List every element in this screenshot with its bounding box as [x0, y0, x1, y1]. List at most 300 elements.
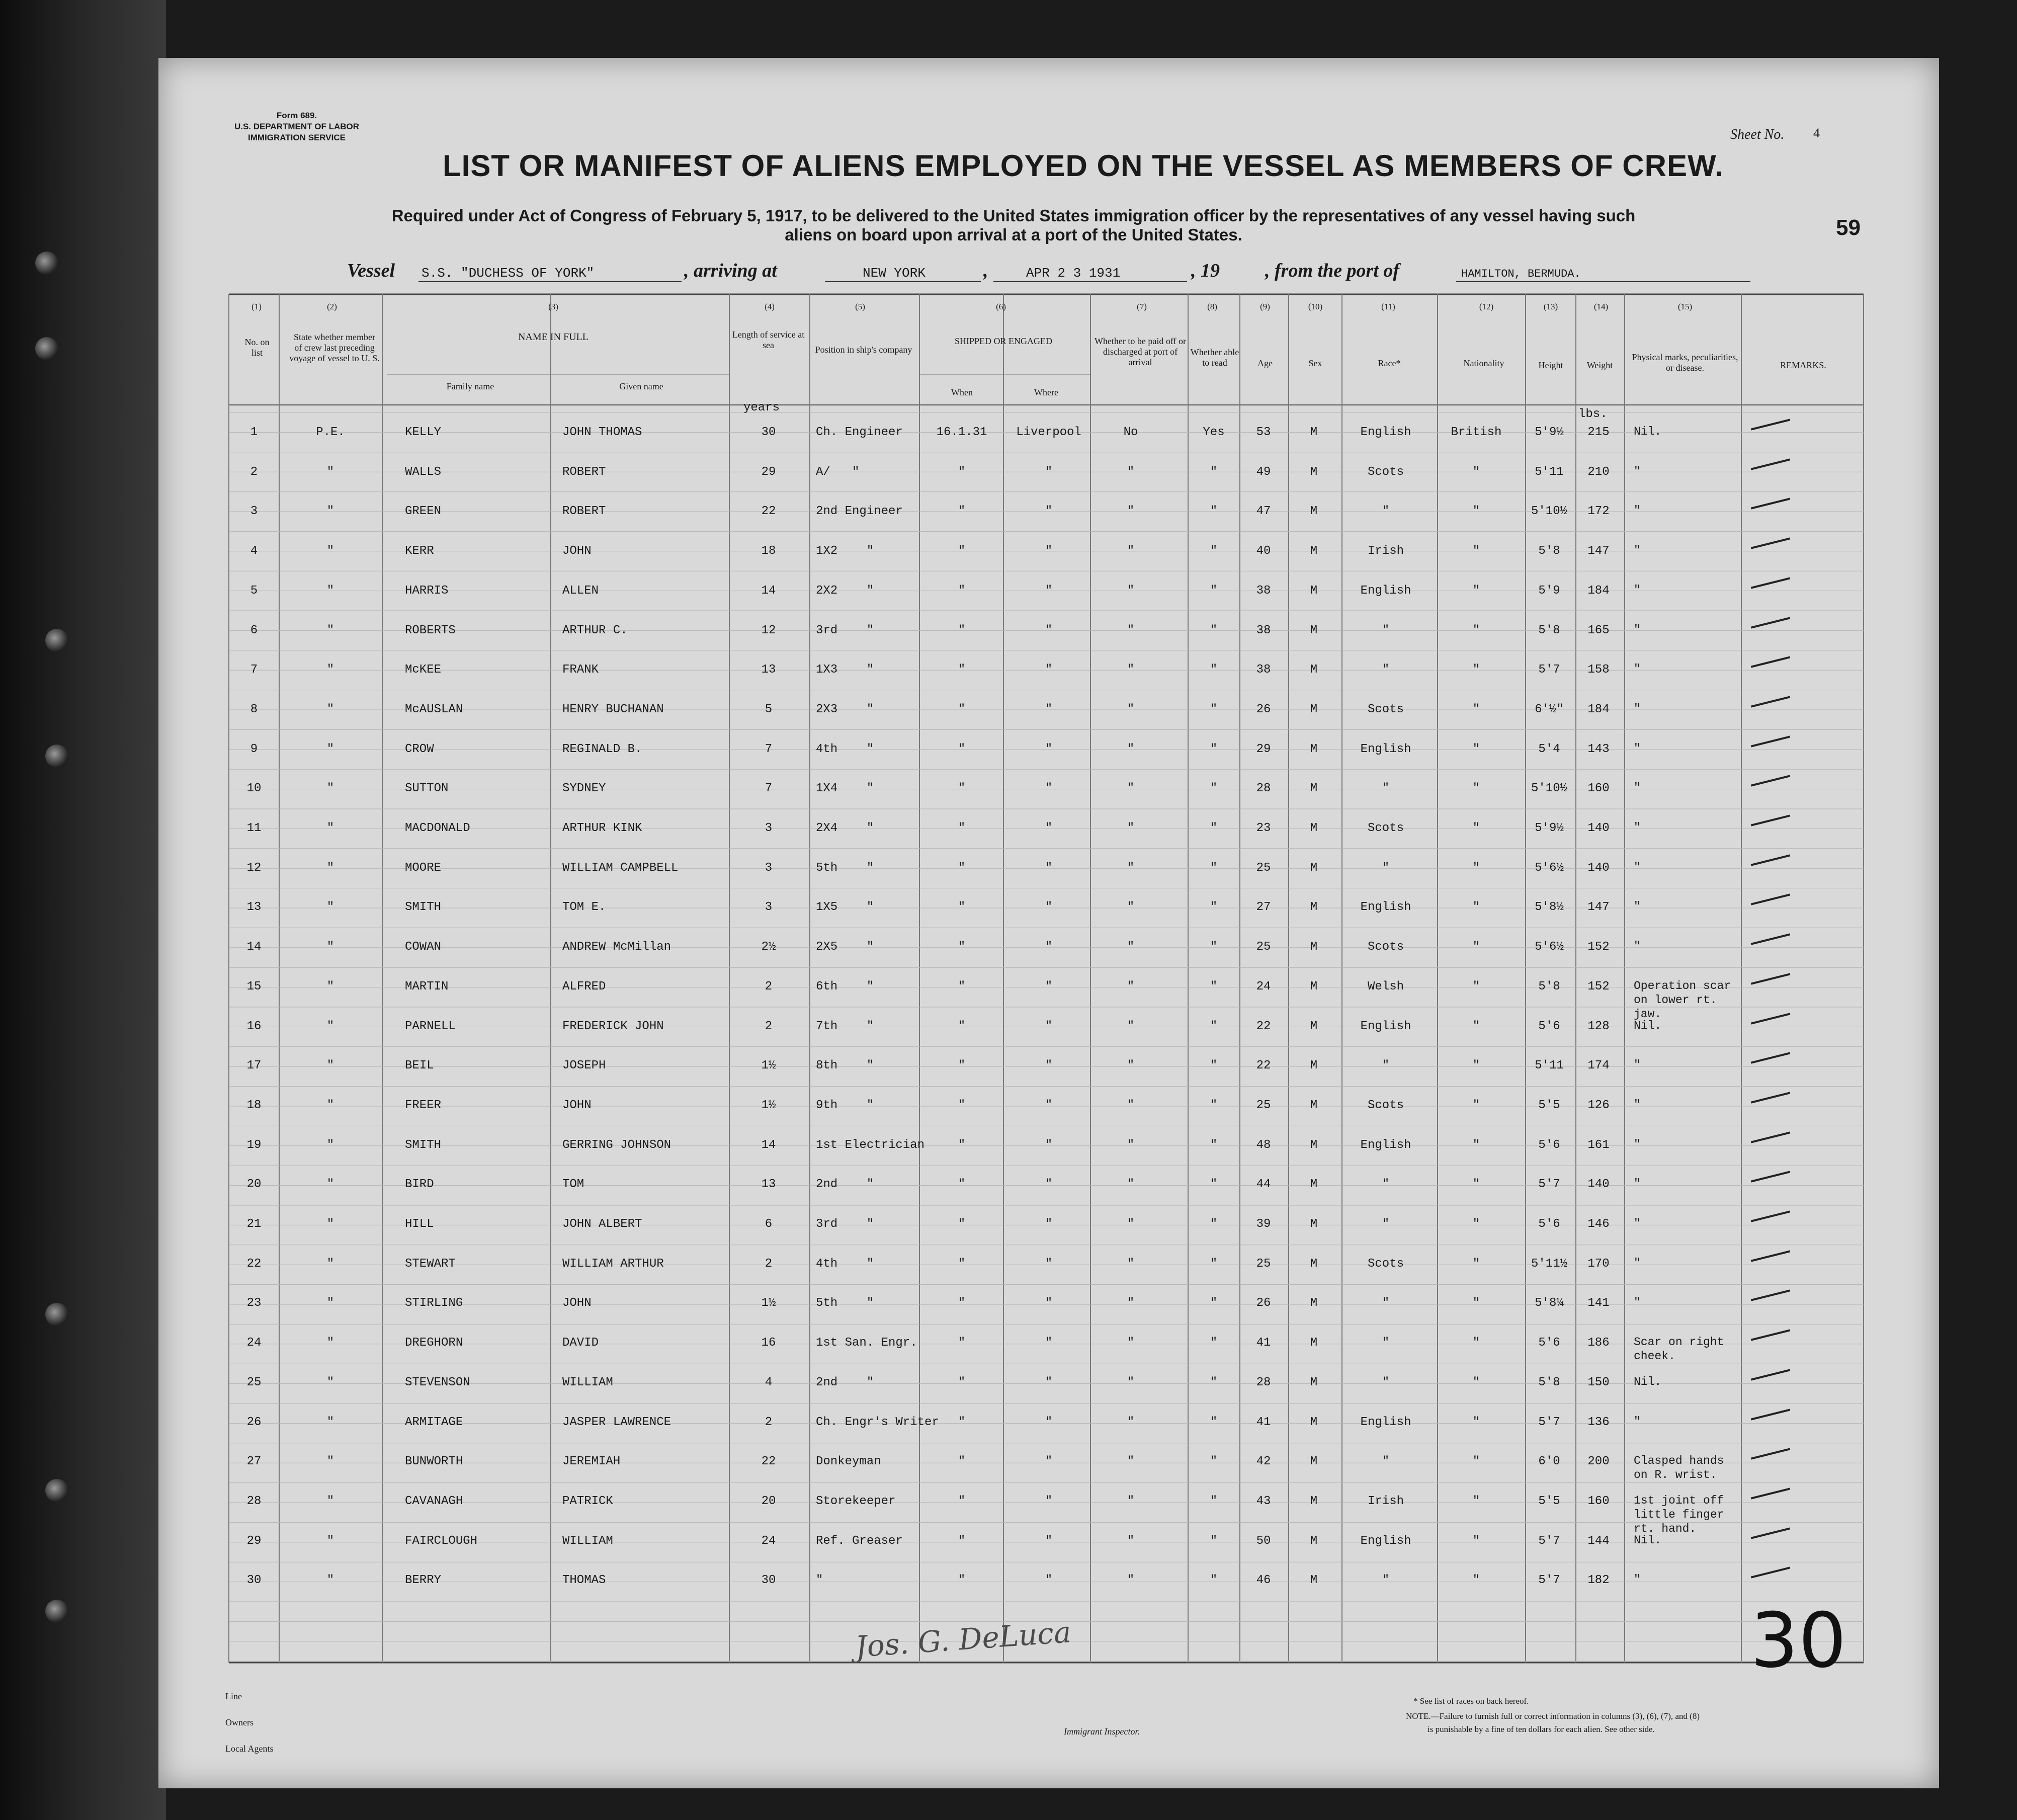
- row-weight: 140: [1587, 821, 1610, 835]
- row-length: 24: [761, 1534, 776, 1548]
- row-paid-off: ": [1127, 584, 1135, 598]
- row-length: 3: [765, 900, 773, 915]
- row-sex: M: [1310, 663, 1318, 677]
- row-when: ": [958, 1574, 966, 1588]
- row-where: ": [1045, 663, 1053, 677]
- row-when: ": [958, 940, 966, 954]
- row-family-name: STEVENSON: [405, 1375, 470, 1389]
- row-state: ": [326, 1534, 334, 1548]
- row-state: ": [326, 1217, 334, 1231]
- row-state: ": [326, 1019, 334, 1033]
- row-weight: 144: [1587, 1534, 1610, 1548]
- row-position: 5th ": [816, 861, 874, 875]
- row-state: ": [326, 1494, 334, 1508]
- row-paid-off: ": [1127, 742, 1135, 756]
- row-height: 5'7: [1538, 1415, 1560, 1429]
- row-paid-off: ": [1127, 1296, 1135, 1310]
- row-age: 38: [1256, 623, 1271, 637]
- row-sex: M: [1310, 426, 1318, 439]
- row-weight: 160: [1587, 1494, 1610, 1508]
- row-able-read: ": [1210, 742, 1218, 756]
- row-state: ": [326, 1375, 334, 1389]
- row-given-name: JOSEPH: [562, 1059, 606, 1073]
- row-nationality: ": [1472, 979, 1480, 994]
- row-nationality: ": [1472, 1059, 1480, 1073]
- row-weight: 140: [1587, 1178, 1610, 1192]
- row-sex: M: [1310, 1138, 1318, 1152]
- row-when: ": [958, 663, 966, 677]
- row-age: 39: [1256, 1217, 1271, 1231]
- row-state: ": [326, 861, 334, 875]
- row-state: P.E.: [316, 426, 345, 439]
- row-race: English: [1360, 742, 1411, 756]
- colnum-14: (14): [1593, 302, 1609, 311]
- row-given-name: DAVID: [562, 1336, 599, 1350]
- row-able-read: ": [1210, 861, 1218, 875]
- row-height: 5'6: [1538, 1217, 1560, 1231]
- row-length: 2½: [761, 940, 776, 954]
- row-paid-off: ": [1127, 1574, 1135, 1588]
- row-age: 46: [1256, 1574, 1271, 1588]
- row-when: ": [958, 465, 966, 479]
- sheet-number: 4: [1813, 126, 1820, 140]
- row-where: ": [1045, 940, 1053, 954]
- row-height: 5'8: [1538, 623, 1560, 637]
- row-length: 22: [761, 1455, 776, 1469]
- service-label: IMMIGRATION SERVICE: [248, 133, 346, 142]
- row-race: English: [1360, 900, 1411, 915]
- row-able-read: ": [1210, 1098, 1218, 1112]
- row-able-read: ": [1210, 940, 1218, 954]
- header-where: Where: [1034, 387, 1058, 397]
- row-able-read: ": [1210, 1534, 1218, 1548]
- row-physical-marks: Clasped hands on R. wrist.: [1634, 1454, 1724, 1482]
- row-paid-off: No: [1123, 426, 1138, 439]
- row-nationality: ": [1472, 1217, 1480, 1231]
- row-position: Ref. Greaser: [816, 1534, 903, 1548]
- row-race: ": [1382, 782, 1390, 796]
- row-race: Irish: [1367, 544, 1404, 558]
- row-length: 30: [761, 1574, 776, 1588]
- row-when: ": [958, 1019, 966, 1033]
- row-able-read: ": [1210, 1574, 1218, 1588]
- row-sex: M: [1310, 1415, 1318, 1429]
- form-number: Form 689.: [276, 111, 317, 120]
- row-no: 10: [246, 782, 262, 796]
- row-age: 25: [1256, 1098, 1271, 1112]
- row-height: 5'9: [1538, 584, 1560, 598]
- row-where: ": [1045, 1178, 1053, 1192]
- row-height: 5'6½: [1535, 940, 1564, 954]
- row-sex: M: [1310, 861, 1318, 875]
- row-no: 1: [250, 426, 258, 439]
- row-height: 5'9½: [1535, 821, 1564, 835]
- row-weight: 126: [1587, 1098, 1610, 1112]
- row-family-name: BERRY: [405, 1574, 442, 1588]
- row-where: ": [1045, 1455, 1053, 1469]
- row-weight: 146: [1587, 1217, 1610, 1231]
- row-position: 2nd Engineer: [816, 505, 903, 519]
- row-family-name: MARTIN: [405, 979, 449, 994]
- row-age: 47: [1256, 505, 1271, 519]
- row-height: 5'6: [1538, 1019, 1560, 1033]
- row-age: 53: [1256, 426, 1271, 439]
- row-family-name: SMITH: [405, 1138, 442, 1152]
- row-no: 24: [246, 1336, 262, 1350]
- colnum-8: (8): [1207, 302, 1217, 311]
- row-nationality: ": [1472, 861, 1480, 875]
- row-family-name: HILL: [405, 1217, 434, 1231]
- row-where: ": [1045, 465, 1053, 479]
- row-physical-marks: ": [1634, 781, 1641, 795]
- row-given-name: JASPER LAWRENCE: [562, 1415, 671, 1429]
- row-sex: M: [1310, 623, 1318, 637]
- row-sex: M: [1310, 1178, 1318, 1192]
- row-able-read: ": [1210, 544, 1218, 558]
- subtitle-line-1: Required under Act of Congress of February 5, 1917, to be delivered to the United States immigration officer by the representatives of any vessel having such: [391, 206, 1636, 225]
- row-position: 4th ": [816, 742, 874, 756]
- row-nationality: ": [1472, 1138, 1480, 1152]
- row-paid-off: ": [1127, 505, 1135, 519]
- row-where: ": [1045, 1019, 1053, 1033]
- row-no: 5: [250, 584, 258, 598]
- row-given-name: WILLIAM CAMPBELL: [562, 861, 679, 875]
- row-physical-marks: ": [1634, 1415, 1641, 1428]
- row-no: 23: [246, 1296, 262, 1310]
- row-able-read: ": [1210, 623, 1218, 637]
- header-family-name: Family name: [446, 381, 494, 391]
- page-title: LIST OR MANIFEST OF ALIENS EMPLOYED ON THE VESSEL AS MEMBERS OF CREW.: [443, 149, 1724, 183]
- row-physical-marks: Nil.: [1634, 1019, 1662, 1032]
- row-no: 16: [246, 1019, 262, 1033]
- row-when: ": [958, 1296, 966, 1310]
- row-position: 9th ": [816, 1098, 874, 1112]
- row-no: 6: [250, 623, 258, 637]
- row-able-read: ": [1210, 1059, 1218, 1073]
- row-state: ": [326, 940, 334, 954]
- row-position: ": [816, 1574, 823, 1588]
- row-able-read: ": [1210, 979, 1218, 994]
- handwritten-total: 30: [1750, 1597, 1846, 1685]
- row-race: ": [1382, 663, 1390, 677]
- row-given-name: WILLIAM: [562, 1375, 613, 1389]
- row-height: 5'10½: [1531, 782, 1567, 796]
- row-age: 43: [1256, 1494, 1271, 1508]
- row-age: 27: [1256, 900, 1271, 915]
- row-given-name: JOHN ALBERT: [562, 1217, 642, 1231]
- row-position: 3rd ": [816, 623, 874, 637]
- row-state: ": [326, 544, 334, 558]
- row-able-read: ": [1210, 1455, 1218, 1469]
- row-physical-marks: Operation scar on lower rt. jaw.: [1634, 979, 1731, 1021]
- row-length: 4: [765, 1375, 773, 1389]
- row-sex: M: [1310, 1336, 1318, 1350]
- row-height: 5'8: [1538, 979, 1560, 994]
- row-physical-marks: ": [1634, 1573, 1641, 1587]
- row-family-name: WALLS: [405, 465, 442, 479]
- row-paid-off: ": [1127, 702, 1135, 716]
- row-paid-off: ": [1127, 940, 1135, 954]
- row-paid-off: ": [1127, 1455, 1135, 1469]
- arrival-date: APR 2 3 1931: [1026, 266, 1121, 281]
- row-race: Scots: [1367, 1098, 1404, 1112]
- row-height: 5'6: [1538, 1138, 1560, 1152]
- row-weight: 174: [1587, 1059, 1610, 1073]
- row-given-name: WILLIAM: [562, 1534, 613, 1548]
- lbs-unit: lbs.: [1578, 407, 1608, 421]
- row-position: 1X2 ": [816, 544, 874, 558]
- row-given-name: SYDNEY: [562, 782, 606, 796]
- row-family-name: CROW: [405, 742, 434, 756]
- row-no: 22: [246, 1257, 262, 1271]
- row-position: 2nd ": [816, 1375, 874, 1389]
- owners-label: Owners: [225, 1717, 254, 1727]
- row-sex: M: [1310, 1257, 1318, 1271]
- row-paid-off: ": [1127, 1138, 1135, 1152]
- colnum-10: (10): [1308, 302, 1323, 311]
- row-where: ": [1045, 782, 1053, 796]
- row-no: 28: [246, 1494, 262, 1508]
- row-able-read: ": [1210, 584, 1218, 598]
- row-position: 1X5 ": [816, 900, 874, 915]
- row-length: 14: [761, 1138, 776, 1152]
- row-nationality: ": [1472, 1296, 1480, 1310]
- row-length: 13: [761, 1178, 776, 1192]
- row-family-name: BEIL: [405, 1059, 434, 1073]
- row-no: 3: [250, 505, 258, 519]
- row-nationality: ": [1472, 940, 1480, 954]
- row-when: ": [958, 584, 966, 598]
- row-length: 12: [761, 623, 776, 637]
- row-able-read: ": [1210, 465, 1218, 479]
- row-when: ": [958, 782, 966, 796]
- row-nationality: ": [1472, 1455, 1480, 1469]
- row-race: Scots: [1367, 940, 1404, 954]
- row-family-name: STEWART: [405, 1257, 456, 1271]
- row-height: 5'4: [1538, 742, 1560, 756]
- row-length: 2: [765, 1019, 773, 1033]
- row-position: 1st Electrician: [816, 1138, 925, 1152]
- row-physical-marks: ": [1634, 504, 1641, 518]
- row-race: ": [1382, 1178, 1390, 1192]
- row-state: ": [326, 1178, 334, 1192]
- row-weight: 215: [1587, 426, 1610, 439]
- row-able-read: ": [1210, 663, 1218, 677]
- row-height: 5'6½: [1535, 861, 1564, 875]
- header-height: Height: [1538, 360, 1563, 370]
- row-where: ": [1045, 861, 1053, 875]
- colnum-13: (13): [1543, 302, 1558, 311]
- row-age: 23: [1256, 821, 1271, 835]
- row-weight: 152: [1587, 979, 1610, 994]
- row-where: ": [1045, 505, 1053, 519]
- from-port: HAMILTON, BERMUDA.: [1461, 268, 1581, 280]
- row-family-name: DREGHORN: [405, 1336, 463, 1350]
- row-height: 5'11½: [1531, 1257, 1567, 1271]
- row-age: 24: [1256, 979, 1271, 994]
- row-weight: 172: [1587, 505, 1610, 519]
- row-physical-marks: ": [1634, 702, 1641, 715]
- row-paid-off: ": [1127, 1059, 1135, 1073]
- row-given-name: ARTHUR KINK: [562, 821, 642, 835]
- row-race: Welsh: [1367, 979, 1404, 994]
- row-able-read: ": [1210, 1138, 1218, 1152]
- from-port-label: , from the port of: [1265, 260, 1400, 281]
- row-where: ": [1045, 1059, 1053, 1073]
- header-age: Age: [1257, 358, 1273, 368]
- row-race: Scots: [1367, 1257, 1404, 1271]
- row-able-read: ": [1210, 1019, 1218, 1033]
- row-sex: M: [1310, 1296, 1318, 1310]
- row-nationality: ": [1472, 1415, 1480, 1429]
- row-family-name: ROBERTS: [405, 623, 456, 637]
- row-race: ": [1382, 1217, 1390, 1231]
- row-when: ": [958, 742, 966, 756]
- row-race: ": [1382, 1455, 1390, 1469]
- row-state: ": [326, 782, 334, 796]
- row-sex: M: [1310, 900, 1318, 915]
- header-position: Position in ship's company: [815, 345, 912, 355]
- row-race: ": [1382, 505, 1390, 519]
- row-given-name: JOHN: [562, 1098, 592, 1112]
- row-able-read: ": [1210, 505, 1218, 519]
- row-where: ": [1045, 979, 1053, 994]
- row-given-name: ROBERT: [562, 465, 606, 479]
- row-when: ": [958, 1257, 966, 1271]
- row-where: ": [1045, 544, 1053, 558]
- row-weight: 141: [1587, 1296, 1610, 1310]
- row-paid-off: ": [1127, 782, 1135, 796]
- row-weight: 143: [1587, 742, 1610, 756]
- row-physical-marks: ": [1634, 583, 1641, 597]
- row-given-name: HENRY BUCHANAN: [562, 702, 664, 716]
- row-state: ": [326, 623, 334, 637]
- header-weight: Weight: [1586, 360, 1613, 370]
- row-nationality: ": [1472, 1098, 1480, 1112]
- header-when: When: [951, 387, 973, 397]
- row-nationality: ": [1472, 465, 1480, 479]
- row-state: ": [326, 505, 334, 519]
- row-physical-marks: ": [1634, 741, 1641, 755]
- row-where: ": [1045, 1494, 1053, 1508]
- row-able-read: Yes: [1203, 426, 1225, 439]
- colnum-11: (11): [1381, 302, 1395, 311]
- row-when: ": [958, 1098, 966, 1112]
- row-state: ": [326, 1138, 334, 1152]
- row-where: ": [1045, 623, 1053, 637]
- row-position: 2nd ": [816, 1178, 874, 1192]
- row-nationality: ": [1472, 1494, 1480, 1508]
- header-paid-off: Whether to be paid off or discharged at port of arrival: [1094, 336, 1187, 367]
- vessel-label: Vessel: [347, 260, 395, 281]
- row-when: ": [958, 505, 966, 519]
- row-where: ": [1045, 1217, 1053, 1231]
- row-no: 29: [246, 1534, 262, 1548]
- row-sex: M: [1310, 1098, 1318, 1112]
- row-length: 2: [765, 979, 773, 994]
- row-length: 20: [761, 1494, 776, 1508]
- row-state: ": [326, 742, 334, 756]
- row-paid-off: ": [1127, 1534, 1135, 1548]
- colnum-12: (12): [1479, 302, 1494, 311]
- row-where: ": [1045, 1574, 1053, 1588]
- row-no: 12: [246, 861, 262, 875]
- row-position: Donkeyman: [816, 1455, 881, 1469]
- arriving-label: , arriving at: [684, 260, 777, 281]
- row-age: 42: [1256, 1455, 1271, 1469]
- row-no: 21: [246, 1217, 262, 1231]
- row-race: ": [1382, 1375, 1390, 1389]
- row-height: 6'0: [1538, 1455, 1560, 1469]
- row-nationality: ": [1472, 1257, 1480, 1271]
- row-no: 26: [246, 1415, 262, 1429]
- row-sex: M: [1310, 1375, 1318, 1389]
- row-where: ": [1045, 702, 1053, 716]
- row-family-name: BIRD: [405, 1178, 434, 1192]
- row-given-name: TOM: [562, 1178, 584, 1192]
- row-given-name: FREDERICK JOHN: [562, 1019, 664, 1033]
- row-weight: 182: [1587, 1574, 1610, 1588]
- row-height: 5'9½: [1535, 426, 1564, 439]
- row-nationality: ": [1472, 821, 1480, 835]
- row-paid-off: ": [1127, 900, 1135, 915]
- row-physical-marks: ": [1634, 1137, 1641, 1151]
- row-sex: M: [1310, 1494, 1318, 1508]
- row-state: ": [326, 1455, 334, 1469]
- row-race: ": [1382, 861, 1390, 875]
- row-race: ": [1382, 1296, 1390, 1310]
- row-state: ": [326, 979, 334, 994]
- row-length: 22: [761, 505, 776, 519]
- row-length: 3: [765, 861, 773, 875]
- row-weight: 186: [1587, 1336, 1610, 1350]
- row-given-name: ALFRED: [562, 979, 606, 994]
- row-given-name: TOM E.: [562, 900, 606, 915]
- row-position: 1X3 ": [816, 663, 874, 677]
- row-when: ": [958, 821, 966, 835]
- row-age: 25: [1256, 940, 1271, 954]
- row-race: English: [1360, 1415, 1411, 1429]
- row-paid-off: ": [1127, 1217, 1135, 1231]
- row-paid-off: ": [1127, 861, 1135, 875]
- row-family-name: FAIRCLOUGH: [405, 1534, 478, 1548]
- row-state: ": [326, 1098, 334, 1112]
- row-where: ": [1045, 742, 1053, 756]
- row-able-read: ": [1210, 1415, 1218, 1429]
- colnum-1: (1): [251, 302, 262, 311]
- header-able-read: Whether able to read: [1190, 347, 1239, 368]
- row-where: ": [1045, 1257, 1053, 1271]
- row-position: A/ ": [816, 465, 860, 479]
- row-length: 7: [765, 742, 773, 756]
- row-where: ": [1045, 1138, 1053, 1152]
- row-family-name: SUTTON: [405, 782, 449, 796]
- row-given-name: JOHN: [562, 544, 592, 558]
- row-family-name: McKEE: [405, 663, 442, 677]
- row-no: 7: [250, 663, 258, 677]
- row-length: 30: [761, 426, 776, 439]
- row-where: ": [1045, 900, 1053, 915]
- row-race: Irish: [1367, 1494, 1404, 1508]
- row-given-name: GERRING JOHNSON: [562, 1138, 671, 1152]
- row-state: ": [326, 1296, 334, 1310]
- row-height: 5'6: [1538, 1336, 1560, 1350]
- row-position: 2X5 ": [816, 940, 874, 954]
- header-given-name: Given name: [619, 381, 663, 391]
- row-nationality: ": [1472, 1534, 1480, 1548]
- row-able-read: ": [1210, 1336, 1218, 1350]
- years-unit: years: [743, 401, 780, 415]
